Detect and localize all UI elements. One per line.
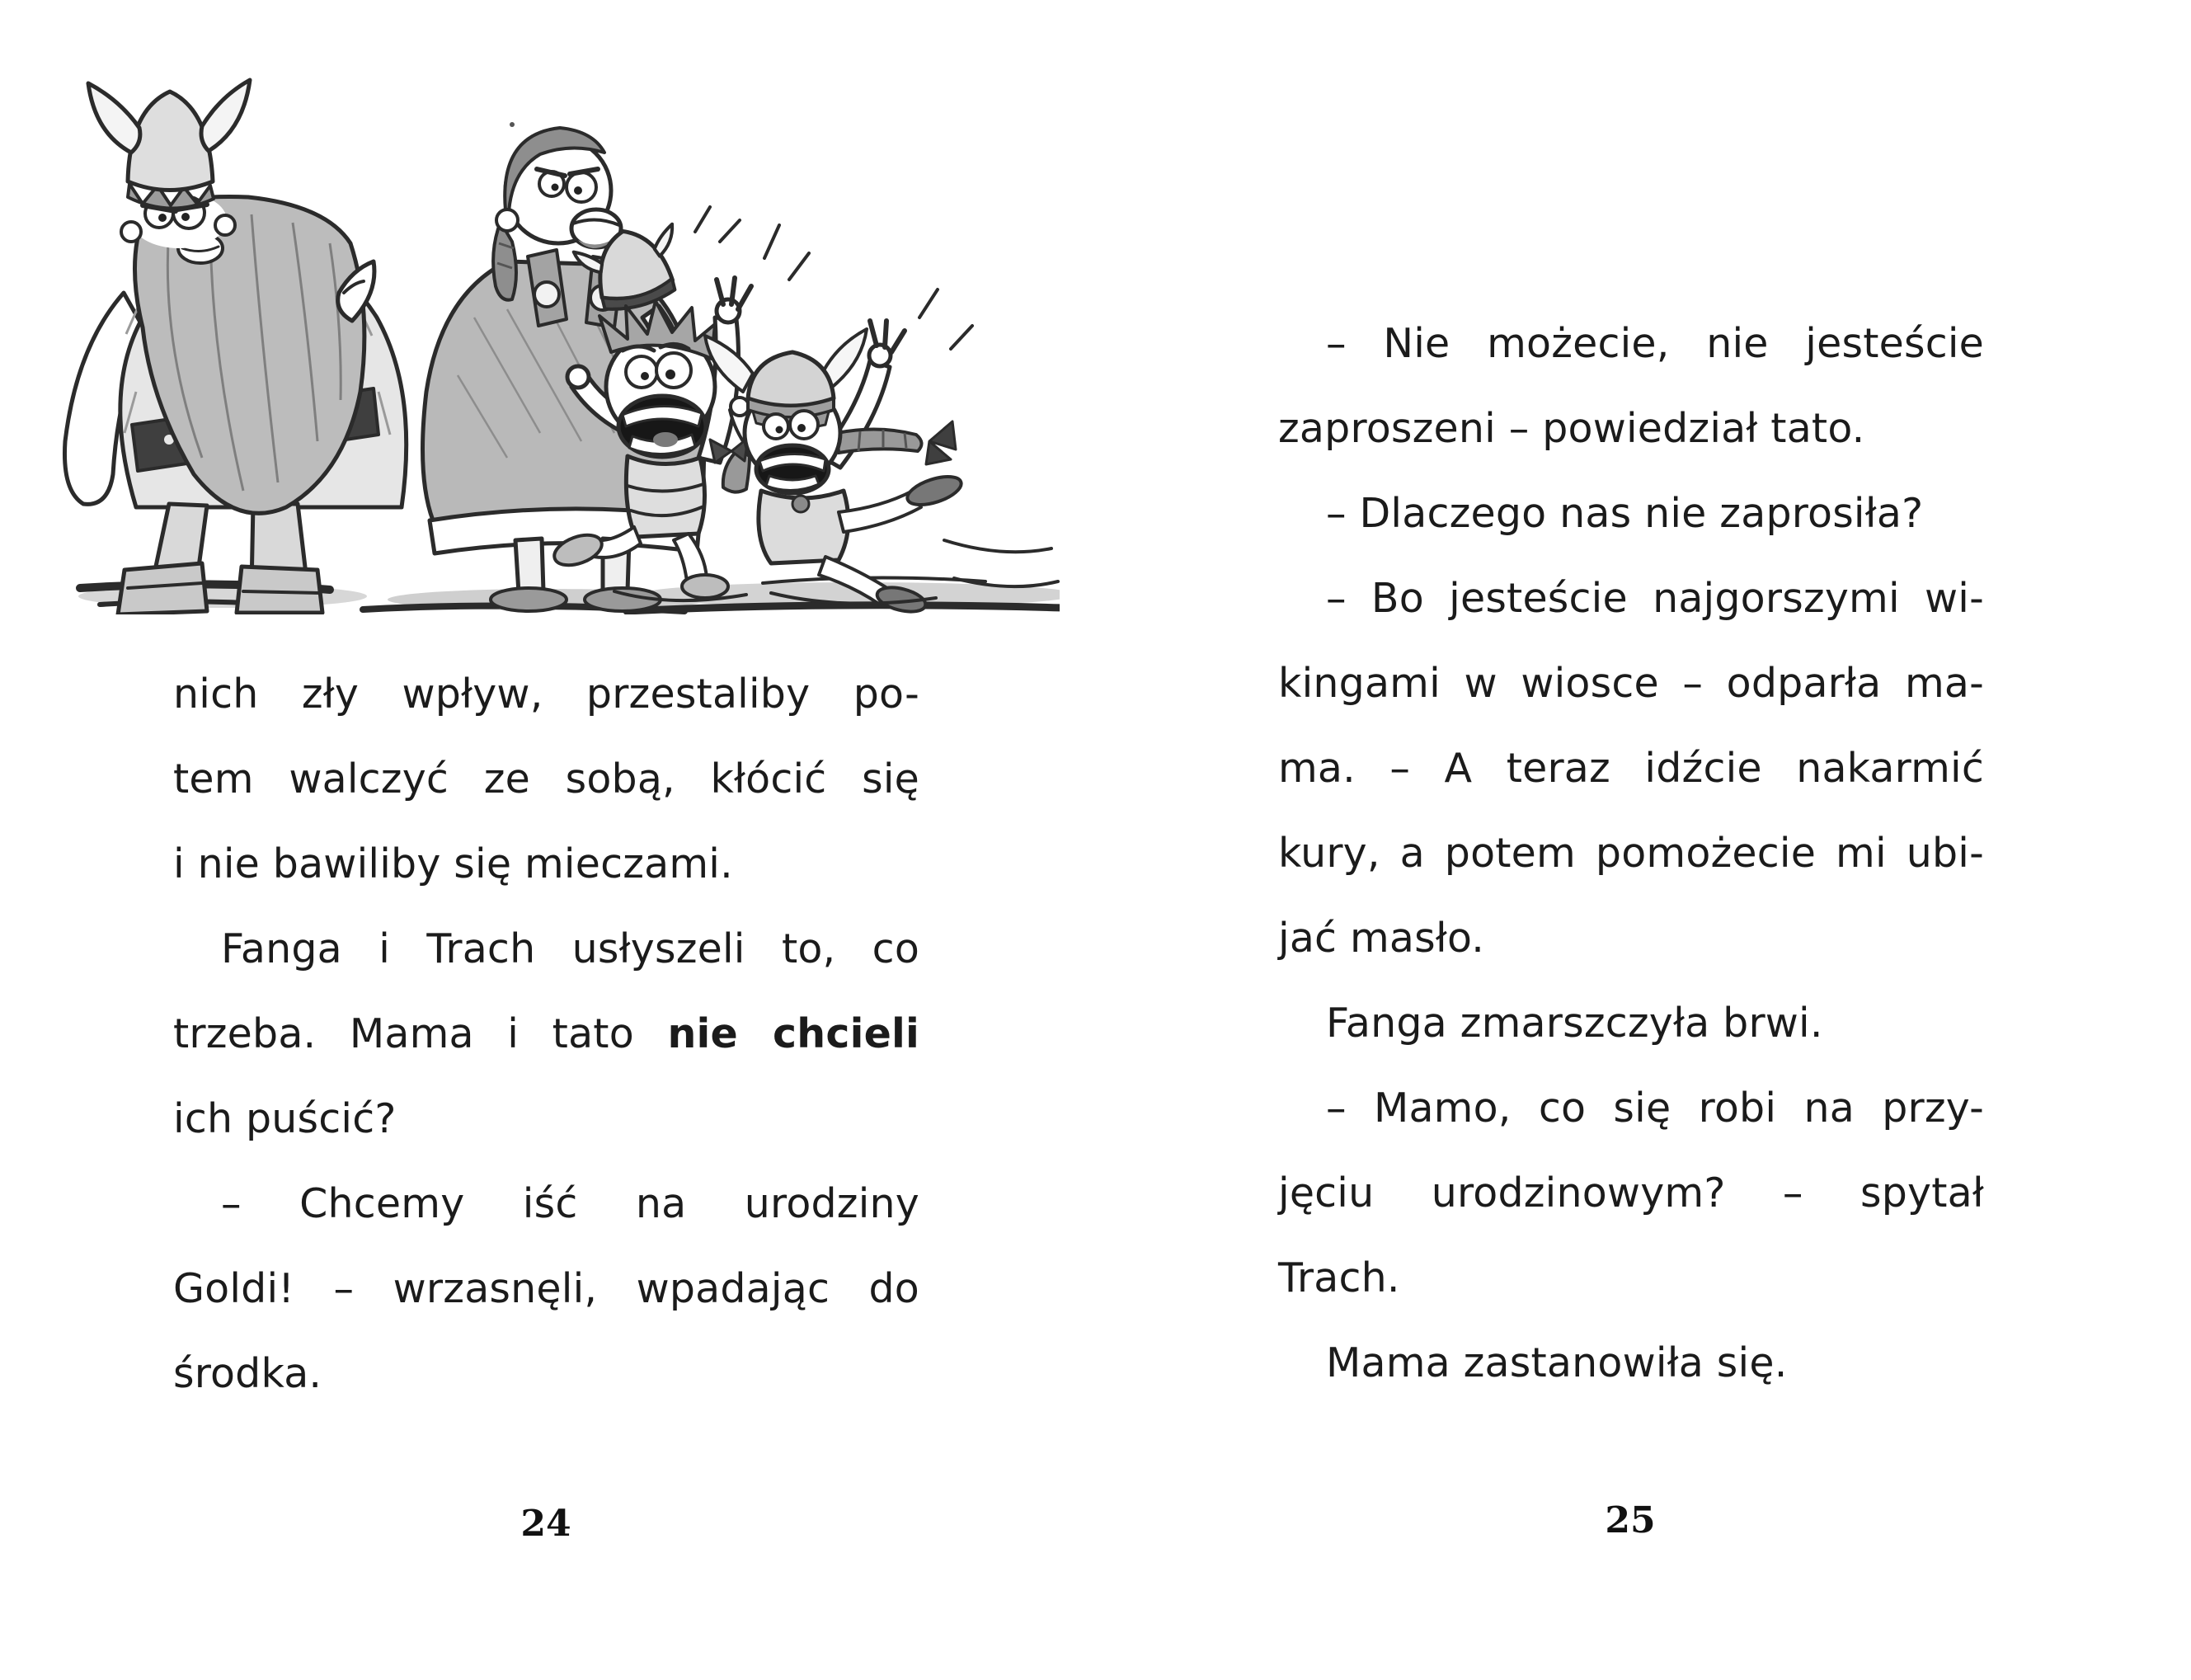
text-segment: jęciu urodzinowym? – spytał <box>1278 1169 1984 1216</box>
text-segment: – Dlaczego nas nie zaprosiła? <box>1326 490 1924 537</box>
bold-text-segment: nie chcieli <box>667 1010 919 1057</box>
ink-dot <box>510 122 515 127</box>
text-segment: – Chcemy iść na urodziny <box>221 1180 919 1227</box>
text-line <box>173 991 919 1076</box>
text-line <box>1278 1066 1984 1151</box>
text-line <box>173 821 919 906</box>
text-segment: Trach. <box>1278 1254 1400 1301</box>
text-line <box>1278 301 1984 386</box>
text-line <box>173 736 919 821</box>
text-line <box>1278 1235 1984 1320</box>
text-segment: kury, a potem pomożecie mi ubi- <box>1278 830 1984 877</box>
text-segment: nich zły wpływ, przestaliby po- <box>173 671 919 718</box>
girl-viking-kid <box>705 289 1058 614</box>
text-segment: Mama zastanowiła się. <box>1326 1339 1788 1386</box>
text-segment: tem walczyć ze sobą, kłócić się <box>173 755 919 802</box>
text-line <box>1278 811 1984 896</box>
text-line <box>1278 556 1984 641</box>
father-viking <box>64 80 406 614</box>
text-segment: ma. – A teraz idźcie nakarmić <box>1278 745 1984 792</box>
text-line <box>1278 1151 1984 1235</box>
text-segment: – Bo jesteście najgorszymi wi- <box>1326 575 1984 622</box>
text-segment: jać masło. <box>1278 915 1485 962</box>
text-segment: – Nie możecie, nie jesteście <box>1326 320 1984 367</box>
page-25-text-column <box>1278 301 1984 1405</box>
page-24-text-column <box>173 652 919 1416</box>
text-line <box>173 1161 919 1246</box>
viking-family-drawing <box>45 45 1060 614</box>
text-segment: zaproszeni – powiedział tato. <box>1278 405 1865 452</box>
text-line <box>1278 896 1984 981</box>
text-line <box>173 906 919 991</box>
text-line <box>173 1331 919 1416</box>
family-illustration <box>45 45 1060 614</box>
text-segment: trzeba. Mama i tato <box>173 1010 668 1057</box>
text-segment: Fanga i Trach usłyszeli to, co <box>221 925 919 972</box>
text-line <box>1278 981 1984 1066</box>
text-line <box>1278 1320 1984 1405</box>
text-segment: Goldi! – wrzasnęli, wpadając do <box>173 1265 919 1312</box>
text-line <box>1278 641 1984 726</box>
text-line <box>1278 726 1984 811</box>
text-line <box>1278 471 1984 556</box>
text-segment: kingami w wiosce – odparła ma- <box>1278 660 1984 707</box>
text-segment: ich puścić? <box>173 1095 397 1142</box>
page-25-number: 25 <box>1605 1499 1656 1541</box>
text-line <box>173 652 919 736</box>
text-segment: środka. <box>173 1350 322 1397</box>
page-24-number: 24 <box>520 1503 571 1545</box>
text-segment: – Mamo, co się robi na przy- <box>1326 1085 1984 1132</box>
text-line <box>173 1076 919 1161</box>
text-segment: Fanga zmarszczyła brwi. <box>1326 1000 1823 1047</box>
text-line <box>1278 386 1984 471</box>
text-segment: i nie bawiliby się mieczami. <box>173 840 733 887</box>
text-line <box>173 1246 919 1331</box>
